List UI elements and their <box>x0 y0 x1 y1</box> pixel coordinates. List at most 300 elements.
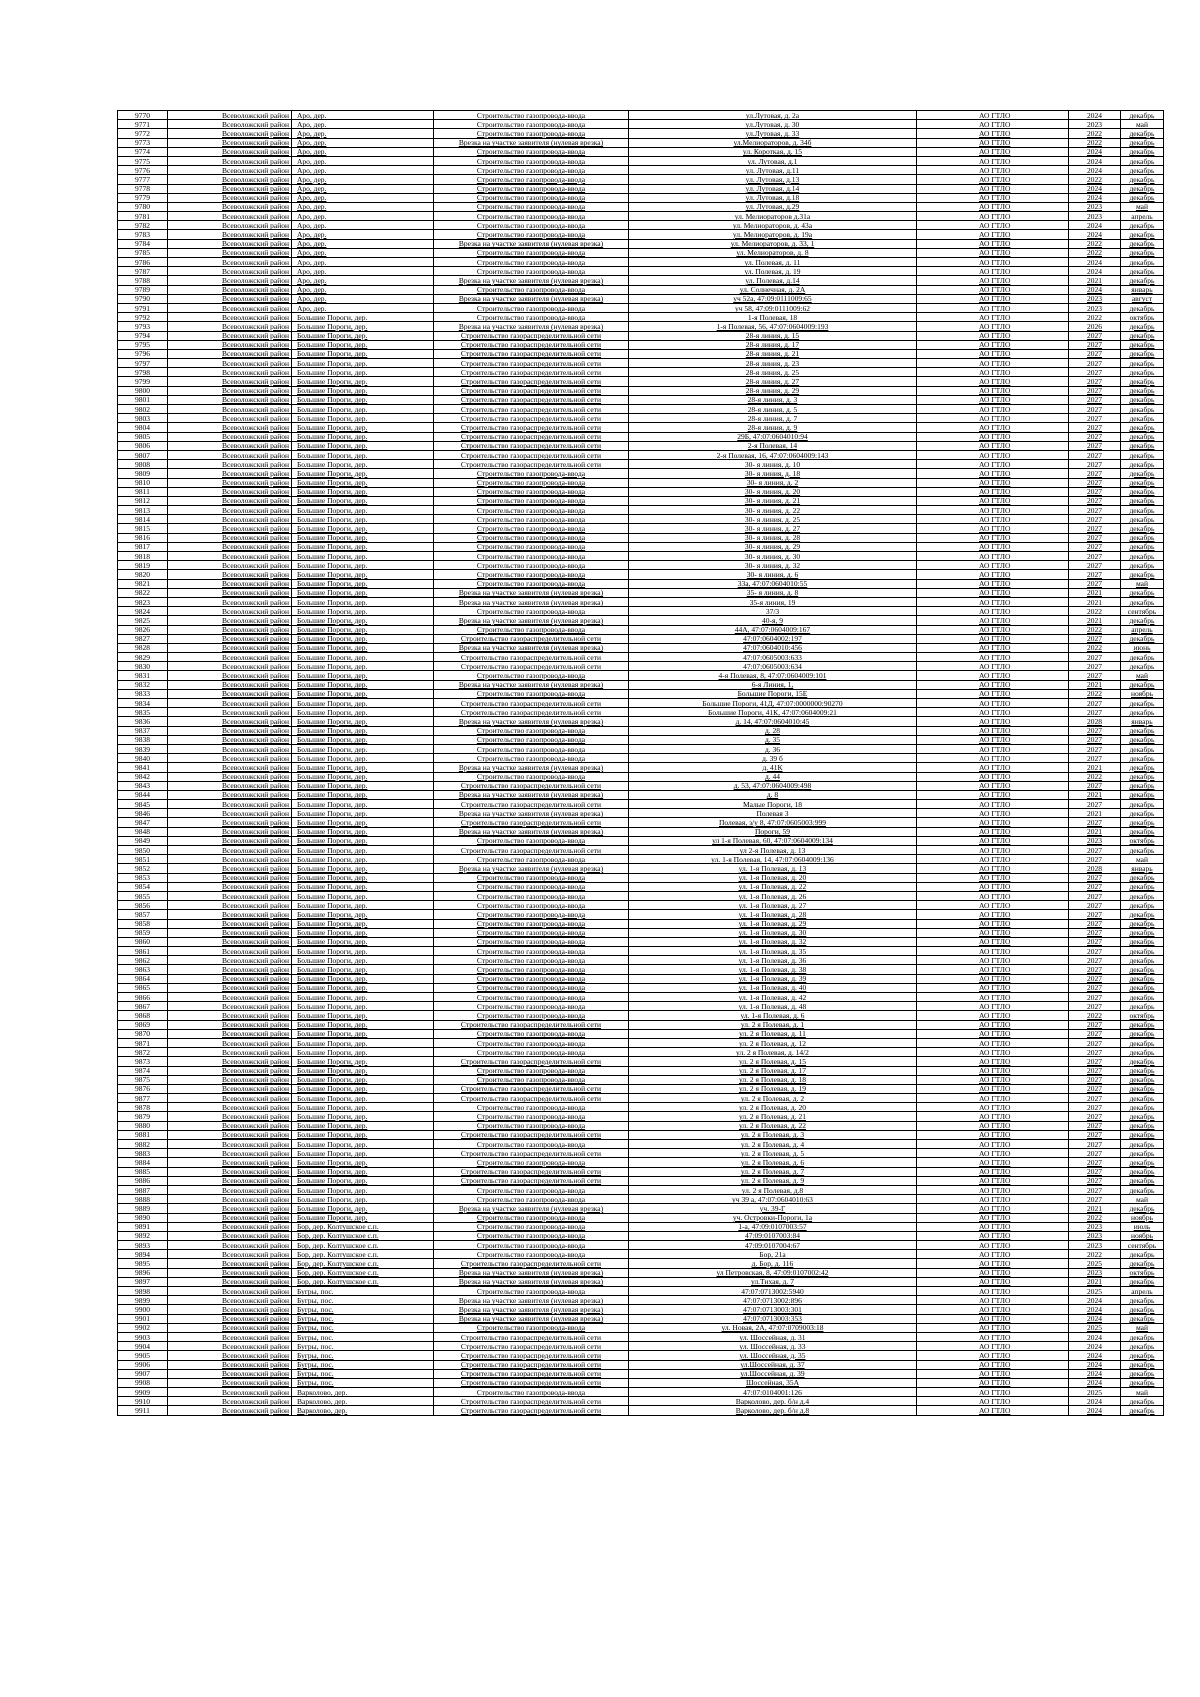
year-cell: 2021 <box>1068 827 1120 836</box>
table-row <box>118 1222 1164 1231</box>
table-row <box>118 809 1164 818</box>
settlement-cell: Аро, дер. <box>291 175 433 184</box>
table-row <box>118 919 1164 928</box>
address-cell: ул.Мелиораторов, д. 34б <box>628 138 916 147</box>
district-cell: Всеволожский район <box>168 1406 292 1415</box>
district-cell: Всеволожский район <box>168 120 292 129</box>
district-cell: Всеволожский район <box>168 1369 292 1378</box>
year-cell: 2027 <box>1068 891 1120 900</box>
year-cell: 2023 <box>1068 303 1120 312</box>
row-number: 9843 <box>118 781 168 790</box>
work-type-cell: Строительство газораспределительной сети <box>433 1360 628 1369</box>
settlement-cell: Большие Пороги, дер. <box>291 689 433 698</box>
table-row <box>118 643 1164 652</box>
month-cell: декабрь <box>1120 450 1163 459</box>
table-row <box>118 653 1164 662</box>
organization-cell: АО ГТЛО <box>916 1195 1068 1204</box>
work-type-cell: Строительство газопровода-ввода <box>433 506 628 515</box>
table-row <box>118 1038 1164 1047</box>
address-cell: д. 39 б <box>628 754 916 763</box>
work-type-cell: Строительство газопровода-ввода <box>433 965 628 974</box>
address-cell: ул. 1-я Полевая, д. 32 <box>628 937 916 946</box>
organization-cell: АО ГТЛО <box>916 1048 1068 1057</box>
organization-cell: АО ГТЛО <box>916 1369 1068 1378</box>
organization-cell: АО ГТЛО <box>916 754 1068 763</box>
address-cell: ул. Шоссейная, д. 33 <box>628 1342 916 1351</box>
address-cell: ул. 2 я Полевая, д.8 <box>628 1185 916 1194</box>
work-type-cell: Строительство газораспределительной сети <box>433 634 628 643</box>
organization-cell: АО ГТЛО <box>916 1277 1068 1286</box>
settlement-cell: Большие Пороги, дер. <box>291 809 433 818</box>
settlement-cell: Большие Пороги, дер. <box>291 634 433 643</box>
settlement-cell: Аро, дер. <box>291 120 433 129</box>
month-cell: январь <box>1120 285 1163 294</box>
district-cell: Всеволожский район <box>168 294 292 303</box>
table-row <box>118 735 1164 744</box>
row-number: 9800 <box>118 386 168 395</box>
month-cell: декабрь <box>1120 616 1163 625</box>
year-cell: 2023 <box>1068 294 1120 303</box>
month-cell: декабрь <box>1120 1332 1163 1341</box>
year-cell: 2022 <box>1068 175 1120 184</box>
settlement-cell: Аро, дер. <box>291 239 433 248</box>
organization-cell: АО ГТЛО <box>916 790 1068 799</box>
month-cell: октябрь <box>1120 313 1163 322</box>
organization-cell: АО ГТЛО <box>916 1296 1068 1305</box>
month-cell: декабрь <box>1120 919 1163 928</box>
row-number: 9803 <box>118 414 168 423</box>
table-row <box>118 965 1164 974</box>
organization-cell: АО ГТЛО <box>916 395 1068 404</box>
month-cell: декабрь <box>1120 1259 1163 1268</box>
month-cell: декабрь <box>1120 1094 1163 1103</box>
year-cell: 2027 <box>1068 873 1120 882</box>
row-number: 9776 <box>118 166 168 175</box>
address-cell: Большие Пороги, 41К, 47:07:0604009:21 <box>628 708 916 717</box>
settlement-cell: Большие Пороги, дер. <box>291 377 433 386</box>
table-row <box>118 937 1164 946</box>
table-row <box>118 689 1164 698</box>
settlement-cell: Большие Пороги, дер. <box>291 993 433 1002</box>
settlement-cell: Большие Пороги, дер. <box>291 570 433 579</box>
month-cell: декабрь <box>1120 1167 1163 1176</box>
month-cell: декабрь <box>1120 1002 1163 1011</box>
work-type-cell: Строительство газораспределительной сети <box>433 377 628 386</box>
work-type-cell: Строительство газопровода-ввода <box>433 1222 628 1231</box>
organization-cell: АО ГТЛО <box>916 1084 1068 1093</box>
month-cell: декабрь <box>1120 221 1163 230</box>
row-number: 9888 <box>118 1195 168 1204</box>
settlement-cell: Большие Пороги, дер. <box>291 699 433 708</box>
table-row <box>118 928 1164 937</box>
district-cell: Всеволожский район <box>168 671 292 680</box>
settlement-cell: Аро, дер. <box>291 193 433 202</box>
settlement-cell: Большие Пороги, дер. <box>291 836 433 845</box>
year-cell: 2027 <box>1068 1140 1120 1149</box>
work-type-cell: Строительство газораспределительной сети <box>433 395 628 404</box>
settlement-cell: Аро, дер. <box>291 147 433 156</box>
settlement-cell: Варколово, дер. <box>291 1406 433 1415</box>
settlement-cell: Аро, дер. <box>291 221 433 230</box>
organization-cell: АО ГТЛО <box>916 671 1068 680</box>
settlement-cell: Большие Пороги, дер. <box>291 717 433 726</box>
organization-cell: АО ГТЛО <box>916 533 1068 542</box>
district-cell: Всеволожский район <box>168 763 292 772</box>
row-number: 9898 <box>118 1287 168 1296</box>
month-cell: май <box>1120 1195 1163 1204</box>
work-type-cell: Строительство газораспределительной сети <box>433 1332 628 1341</box>
year-cell: 2027 <box>1068 487 1120 496</box>
address-cell: ул. 1-я Полевая, д. 28 <box>628 910 916 919</box>
settlement-cell: Большие Пороги, дер. <box>291 322 433 331</box>
settlement-cell: Бугры, пос. <box>291 1332 433 1341</box>
organization-cell: АО ГТЛО <box>916 891 1068 900</box>
district-cell: Всеволожский район <box>168 891 292 900</box>
row-number: 9869 <box>118 1020 168 1029</box>
work-type-cell: Строительство газопровода-ввода <box>433 947 628 956</box>
address-cell: д. 14, 47:07:0604010:45 <box>628 717 916 726</box>
address-cell: ул. 1-я Полевая, д. 6 <box>628 1011 916 1020</box>
month-cell: декабрь <box>1120 800 1163 809</box>
year-cell: 2025 <box>1068 1323 1120 1332</box>
table-row <box>118 1066 1164 1075</box>
address-cell: 30- я линия, д. 27 <box>628 524 916 533</box>
year-cell: 2027 <box>1068 340 1120 349</box>
month-cell: декабрь <box>1120 432 1163 441</box>
row-number: 9810 <box>118 478 168 487</box>
address-cell: Варколово, дер. б/н д.8 <box>628 1406 916 1415</box>
organization-cell: АО ГТЛО <box>916 1305 1068 1314</box>
table-row <box>118 983 1164 992</box>
row-number: 9881 <box>118 1130 168 1139</box>
address-cell: ул. 2 я Полевая, д. 5 <box>628 1149 916 1158</box>
month-cell: сентябрь <box>1120 607 1163 616</box>
month-cell: декабрь <box>1120 331 1163 340</box>
organization-cell: АО ГТЛО <box>916 202 1068 211</box>
table-row <box>118 974 1164 983</box>
work-type-cell: Строительство газопровода-ввода <box>433 184 628 193</box>
row-number: 9906 <box>118 1360 168 1369</box>
year-cell: 2021 <box>1068 1277 1120 1286</box>
month-cell: декабрь <box>1120 166 1163 175</box>
settlement-cell: Большие Пороги, дер. <box>291 763 433 772</box>
table-row <box>118 120 1164 129</box>
row-number: 9902 <box>118 1323 168 1332</box>
year-cell: 2024 <box>1068 1351 1120 1360</box>
work-type-cell: Строительство газопровода-ввода <box>433 1195 628 1204</box>
work-type-cell: Строительство газопровода-ввода <box>433 1213 628 1222</box>
row-number: 9799 <box>118 377 168 386</box>
month-cell: декабрь <box>1120 377 1163 386</box>
organization-cell: АО ГТЛО <box>916 1038 1068 1047</box>
work-type-cell: Строительство газопровода-ввода <box>433 1066 628 1075</box>
settlement-cell: Большие Пороги, дер. <box>291 432 433 441</box>
district-cell: Всеволожский район <box>168 258 292 267</box>
organization-cell: АО ГТЛО <box>916 496 1068 505</box>
address-cell: ул. 2 я Полевая, д. 2 <box>628 1094 916 1103</box>
work-type-cell: Строительство газопровода-ввода <box>433 901 628 910</box>
month-cell: декабрь <box>1120 763 1163 772</box>
district-cell: Всеволожский район <box>168 699 292 708</box>
month-cell: май <box>1120 671 1163 680</box>
year-cell: 2027 <box>1068 1048 1120 1057</box>
work-type-cell: Строительство газораспределительной сети <box>433 800 628 809</box>
address-cell: ул. 2 я Полевая, д. 14/2 <box>628 1048 916 1057</box>
table-row <box>118 1011 1164 1020</box>
district-cell: Всеволожский район <box>168 873 292 882</box>
year-cell: 2027 <box>1068 726 1120 735</box>
table-row <box>118 460 1164 469</box>
year-cell: 2025 <box>1068 1388 1120 1397</box>
year-cell: 2027 <box>1068 708 1120 717</box>
year-cell: 2022 <box>1068 313 1120 322</box>
organization-cell: АО ГТЛО <box>916 708 1068 717</box>
district-cell: Всеволожский район <box>168 1084 292 1093</box>
row-number: 9862 <box>118 956 168 965</box>
month-cell: декабрь <box>1120 349 1163 358</box>
row-number: 9809 <box>118 469 168 478</box>
year-cell: 2027 <box>1068 450 1120 459</box>
row-number: 9784 <box>118 239 168 248</box>
district-cell: Всеволожский район <box>168 1029 292 1038</box>
year-cell: 2024 <box>1068 1369 1120 1378</box>
month-cell: декабрь <box>1120 597 1163 606</box>
work-type-cell: Строительство газопровода-ввода <box>433 983 628 992</box>
settlement-cell: Большие Пороги, дер. <box>291 1038 433 1047</box>
settlement-cell: Большие Пороги, дер. <box>291 882 433 891</box>
work-type-cell: Строительство газопровода-ввода <box>433 156 628 165</box>
month-cell: декабрь <box>1120 937 1163 946</box>
organization-cell: АО ГТЛО <box>916 1185 1068 1194</box>
work-type-cell: Строительство газопровода-ввода <box>433 1287 628 1296</box>
settlement-cell: Большие Пороги, дер. <box>291 662 433 671</box>
table-row <box>118 680 1164 689</box>
organization-cell: АО ГТЛО <box>916 561 1068 570</box>
district-cell: Всеволожский район <box>168 956 292 965</box>
district-cell: Всеволожский район <box>168 322 292 331</box>
district-cell: Всеволожский район <box>168 974 292 983</box>
work-type-cell: Строительство газораспределительной сети <box>433 368 628 377</box>
year-cell: 2024 <box>1068 1360 1120 1369</box>
row-number: 9770 <box>118 111 168 120</box>
row-number: 9852 <box>118 864 168 873</box>
year-cell: 2027 <box>1068 441 1120 450</box>
district-cell: Всеволожский район <box>168 1103 292 1112</box>
work-type-cell: Врезка на участке заявителя (нулевая врезка) <box>433 276 628 285</box>
organization-cell: АО ГТЛО <box>916 349 1068 358</box>
settlement-cell: Большие Пороги, дер. <box>291 395 433 404</box>
address-cell: 33а, 47:07:0604010:55 <box>628 579 916 588</box>
month-cell: декабрь <box>1120 552 1163 561</box>
settlement-cell: Бор, дер. Колтушское с.п. <box>291 1268 433 1277</box>
month-cell: декабрь <box>1120 487 1163 496</box>
table-row <box>118 570 1164 579</box>
table-row <box>118 542 1164 551</box>
table-row <box>118 478 1164 487</box>
district-cell: Всеволожский район <box>168 111 292 120</box>
address-cell: 4-я Полевая, 8, 47:07:0604009:101 <box>628 671 916 680</box>
district-cell: Всеволожский район <box>168 1305 292 1314</box>
organization-cell: АО ГТЛО <box>916 1406 1068 1415</box>
row-number: 9774 <box>118 147 168 156</box>
year-cell: 2027 <box>1068 735 1120 744</box>
month-cell: май <box>1120 1323 1163 1332</box>
year-cell: 2027 <box>1068 754 1120 763</box>
address-cell: ул. Полевая, д.14 <box>628 276 916 285</box>
address-cell: ул. Полевая, д. 19 <box>628 267 916 276</box>
address-cell: ул. Мелиораторов, д. 19а <box>628 230 916 239</box>
table-row <box>118 524 1164 533</box>
district-cell: Всеволожский район <box>168 1112 292 1121</box>
year-cell: 2023 <box>1068 120 1120 129</box>
settlement-cell: Большие Пороги, дер. <box>291 643 433 652</box>
district-cell: Всеволожский район <box>168 202 292 211</box>
settlement-cell: Большие Пороги, дер. <box>291 1204 433 1213</box>
year-cell: 2027 <box>1068 542 1120 551</box>
row-number: 9804 <box>118 423 168 432</box>
district-cell: Всеволожский район <box>168 616 292 625</box>
table-row <box>118 1103 1164 1112</box>
work-type-cell: Строительство газопровода-ввода <box>433 1048 628 1057</box>
district-cell: Всеволожский район <box>168 662 292 671</box>
address-cell: 28-я линия, д. 21 <box>628 349 916 358</box>
organization-cell: АО ГТЛО <box>916 1378 1068 1387</box>
month-cell: ноябрь <box>1120 689 1163 698</box>
month-cell: декабрь <box>1120 827 1163 836</box>
month-cell: декабрь <box>1120 790 1163 799</box>
row-number: 9889 <box>118 1204 168 1213</box>
month-cell: декабрь <box>1120 258 1163 267</box>
work-type-cell: Врезка на участке заявителя (нулевая врезка) <box>433 1296 628 1305</box>
district-cell: Всеволожский район <box>168 1158 292 1167</box>
year-cell: 2024 <box>1068 166 1120 175</box>
settlement-cell: Большие Пороги, дер. <box>291 818 433 827</box>
year-cell: 2027 <box>1068 405 1120 414</box>
row-number: 9904 <box>118 1342 168 1351</box>
district-cell: Всеволожский район <box>168 588 292 597</box>
address-cell: 28-я линия, д. 23 <box>628 359 916 368</box>
work-type-cell: Строительство газораспределительной сети <box>433 340 628 349</box>
address-cell: ул. 1-я Полевая, д. 40 <box>628 983 916 992</box>
district-cell: Всеволожский район <box>168 818 292 827</box>
organization-cell: АО ГТЛО <box>916 570 1068 579</box>
address-cell: Большие Пороги, 41Д, 47:07:0000000:90270 <box>628 699 916 708</box>
work-type-cell: Строительство газораспределительной сети <box>433 386 628 395</box>
district-cell: Всеволожский район <box>168 1011 292 1020</box>
row-number: 9911 <box>118 1406 168 1415</box>
table-row <box>118 607 1164 616</box>
month-cell: октябрь <box>1120 1268 1163 1277</box>
work-type-cell: Строительство газопровода-ввода <box>433 478 628 487</box>
table-row <box>118 1360 1164 1369</box>
address-cell: ул. Мелиораторов д.31а <box>628 212 916 221</box>
row-number: 9830 <box>118 662 168 671</box>
work-type-cell: Строительство газораспределительной сети <box>433 405 628 414</box>
settlement-cell: Большие Пороги, дер. <box>291 478 433 487</box>
settlement-cell: Большие Пороги, дер. <box>291 800 433 809</box>
year-cell: 2028 <box>1068 717 1120 726</box>
address-cell: 47:09:0107004:67 <box>628 1241 916 1250</box>
month-cell: декабрь <box>1120 533 1163 542</box>
table-row <box>118 947 1164 956</box>
address-cell: 1-я Полевая, 56, 47:07:0604009:193 <box>628 322 916 331</box>
organization-cell: АО ГТЛО <box>916 506 1068 515</box>
row-number: 9841 <box>118 763 168 772</box>
year-cell: 2022 <box>1068 1250 1120 1259</box>
work-type-cell: Строительство газораспределительной сети <box>433 1094 628 1103</box>
organization-cell: АО ГТЛО <box>916 147 1068 156</box>
year-cell: 2023 <box>1068 1222 1120 1231</box>
table-row <box>118 864 1164 873</box>
year-cell: 2027 <box>1068 359 1120 368</box>
month-cell: декабрь <box>1120 974 1163 983</box>
organization-cell: АО ГТЛО <box>916 1360 1068 1369</box>
month-cell: июль <box>1120 1222 1163 1231</box>
row-number: 9779 <box>118 193 168 202</box>
address-cell: 47:07:0713002:896 <box>628 1296 916 1305</box>
district-cell: Всеволожский район <box>168 276 292 285</box>
address-cell: уч 39 а, 47:07:0604010:63 <box>628 1195 916 1204</box>
settlement-cell: Большие Пороги, дер. <box>291 653 433 662</box>
address-cell: 1-я Полевая, 18 <box>628 313 916 322</box>
month-cell: декабрь <box>1120 928 1163 937</box>
organization-cell: АО ГТЛО <box>916 368 1068 377</box>
settlement-cell: Большие Пороги, дер. <box>291 496 433 505</box>
settlement-cell: Большие Пороги, дер. <box>291 414 433 423</box>
district-cell: Всеволожский район <box>168 239 292 248</box>
address-cell: 6-я Линия, 1, <box>628 680 916 689</box>
settlement-cell: Большие Пороги, дер. <box>291 910 433 919</box>
row-number: 9812 <box>118 496 168 505</box>
district-cell: Всеволожский район <box>168 634 292 643</box>
organization-cell: АО ГТЛО <box>916 1332 1068 1341</box>
row-number: 9837 <box>118 726 168 735</box>
table-row <box>118 331 1164 340</box>
district-cell: Всеволожский район <box>168 395 292 404</box>
district-cell: Всеволожский район <box>168 1176 292 1185</box>
address-cell: д. 35 <box>628 735 916 744</box>
district-cell: Всеволожский район <box>168 708 292 717</box>
settlement-cell: Большие Пороги, дер. <box>291 846 433 855</box>
year-cell: 2028 <box>1068 864 1120 873</box>
district-cell: Всеволожский район <box>168 937 292 946</box>
district-cell: Всеволожский район <box>168 1277 292 1286</box>
month-cell: ноябрь <box>1120 1231 1163 1240</box>
settlement-cell: Бор, дер. Колтушское с.п. <box>291 1231 433 1240</box>
year-cell: 2021 <box>1068 588 1120 597</box>
row-number: 9891 <box>118 1222 168 1231</box>
organization-cell: АО ГТЛО <box>916 947 1068 956</box>
organization-cell: АО ГТЛО <box>916 588 1068 597</box>
row-number: 9781 <box>118 212 168 221</box>
year-cell: 2024 <box>1068 1332 1120 1341</box>
organization-cell: АО ГТЛО <box>916 597 1068 606</box>
month-cell: апрель <box>1120 1287 1163 1296</box>
work-type-cell: Врезка на участке заявителя (нулевая врезка) <box>433 763 628 772</box>
address-cell: 30- я линия, д. 25 <box>628 515 916 524</box>
row-number: 9815 <box>118 524 168 533</box>
row-number: 9823 <box>118 597 168 606</box>
year-cell: 2027 <box>1068 910 1120 919</box>
work-type-cell: Строительство газопровода-ввода <box>433 689 628 698</box>
work-type-cell: Строительство газопровода-ввода <box>433 1029 628 1038</box>
work-type-cell: Строительство газопровода-ввода <box>433 175 628 184</box>
work-type-cell: Строительство газораспределительной сети <box>433 331 628 340</box>
settlement-cell: Аро, дер. <box>291 267 433 276</box>
month-cell: декабрь <box>1120 340 1163 349</box>
settlement-cell: Большие Пороги, дер. <box>291 1075 433 1084</box>
month-cell: декабрь <box>1120 873 1163 882</box>
